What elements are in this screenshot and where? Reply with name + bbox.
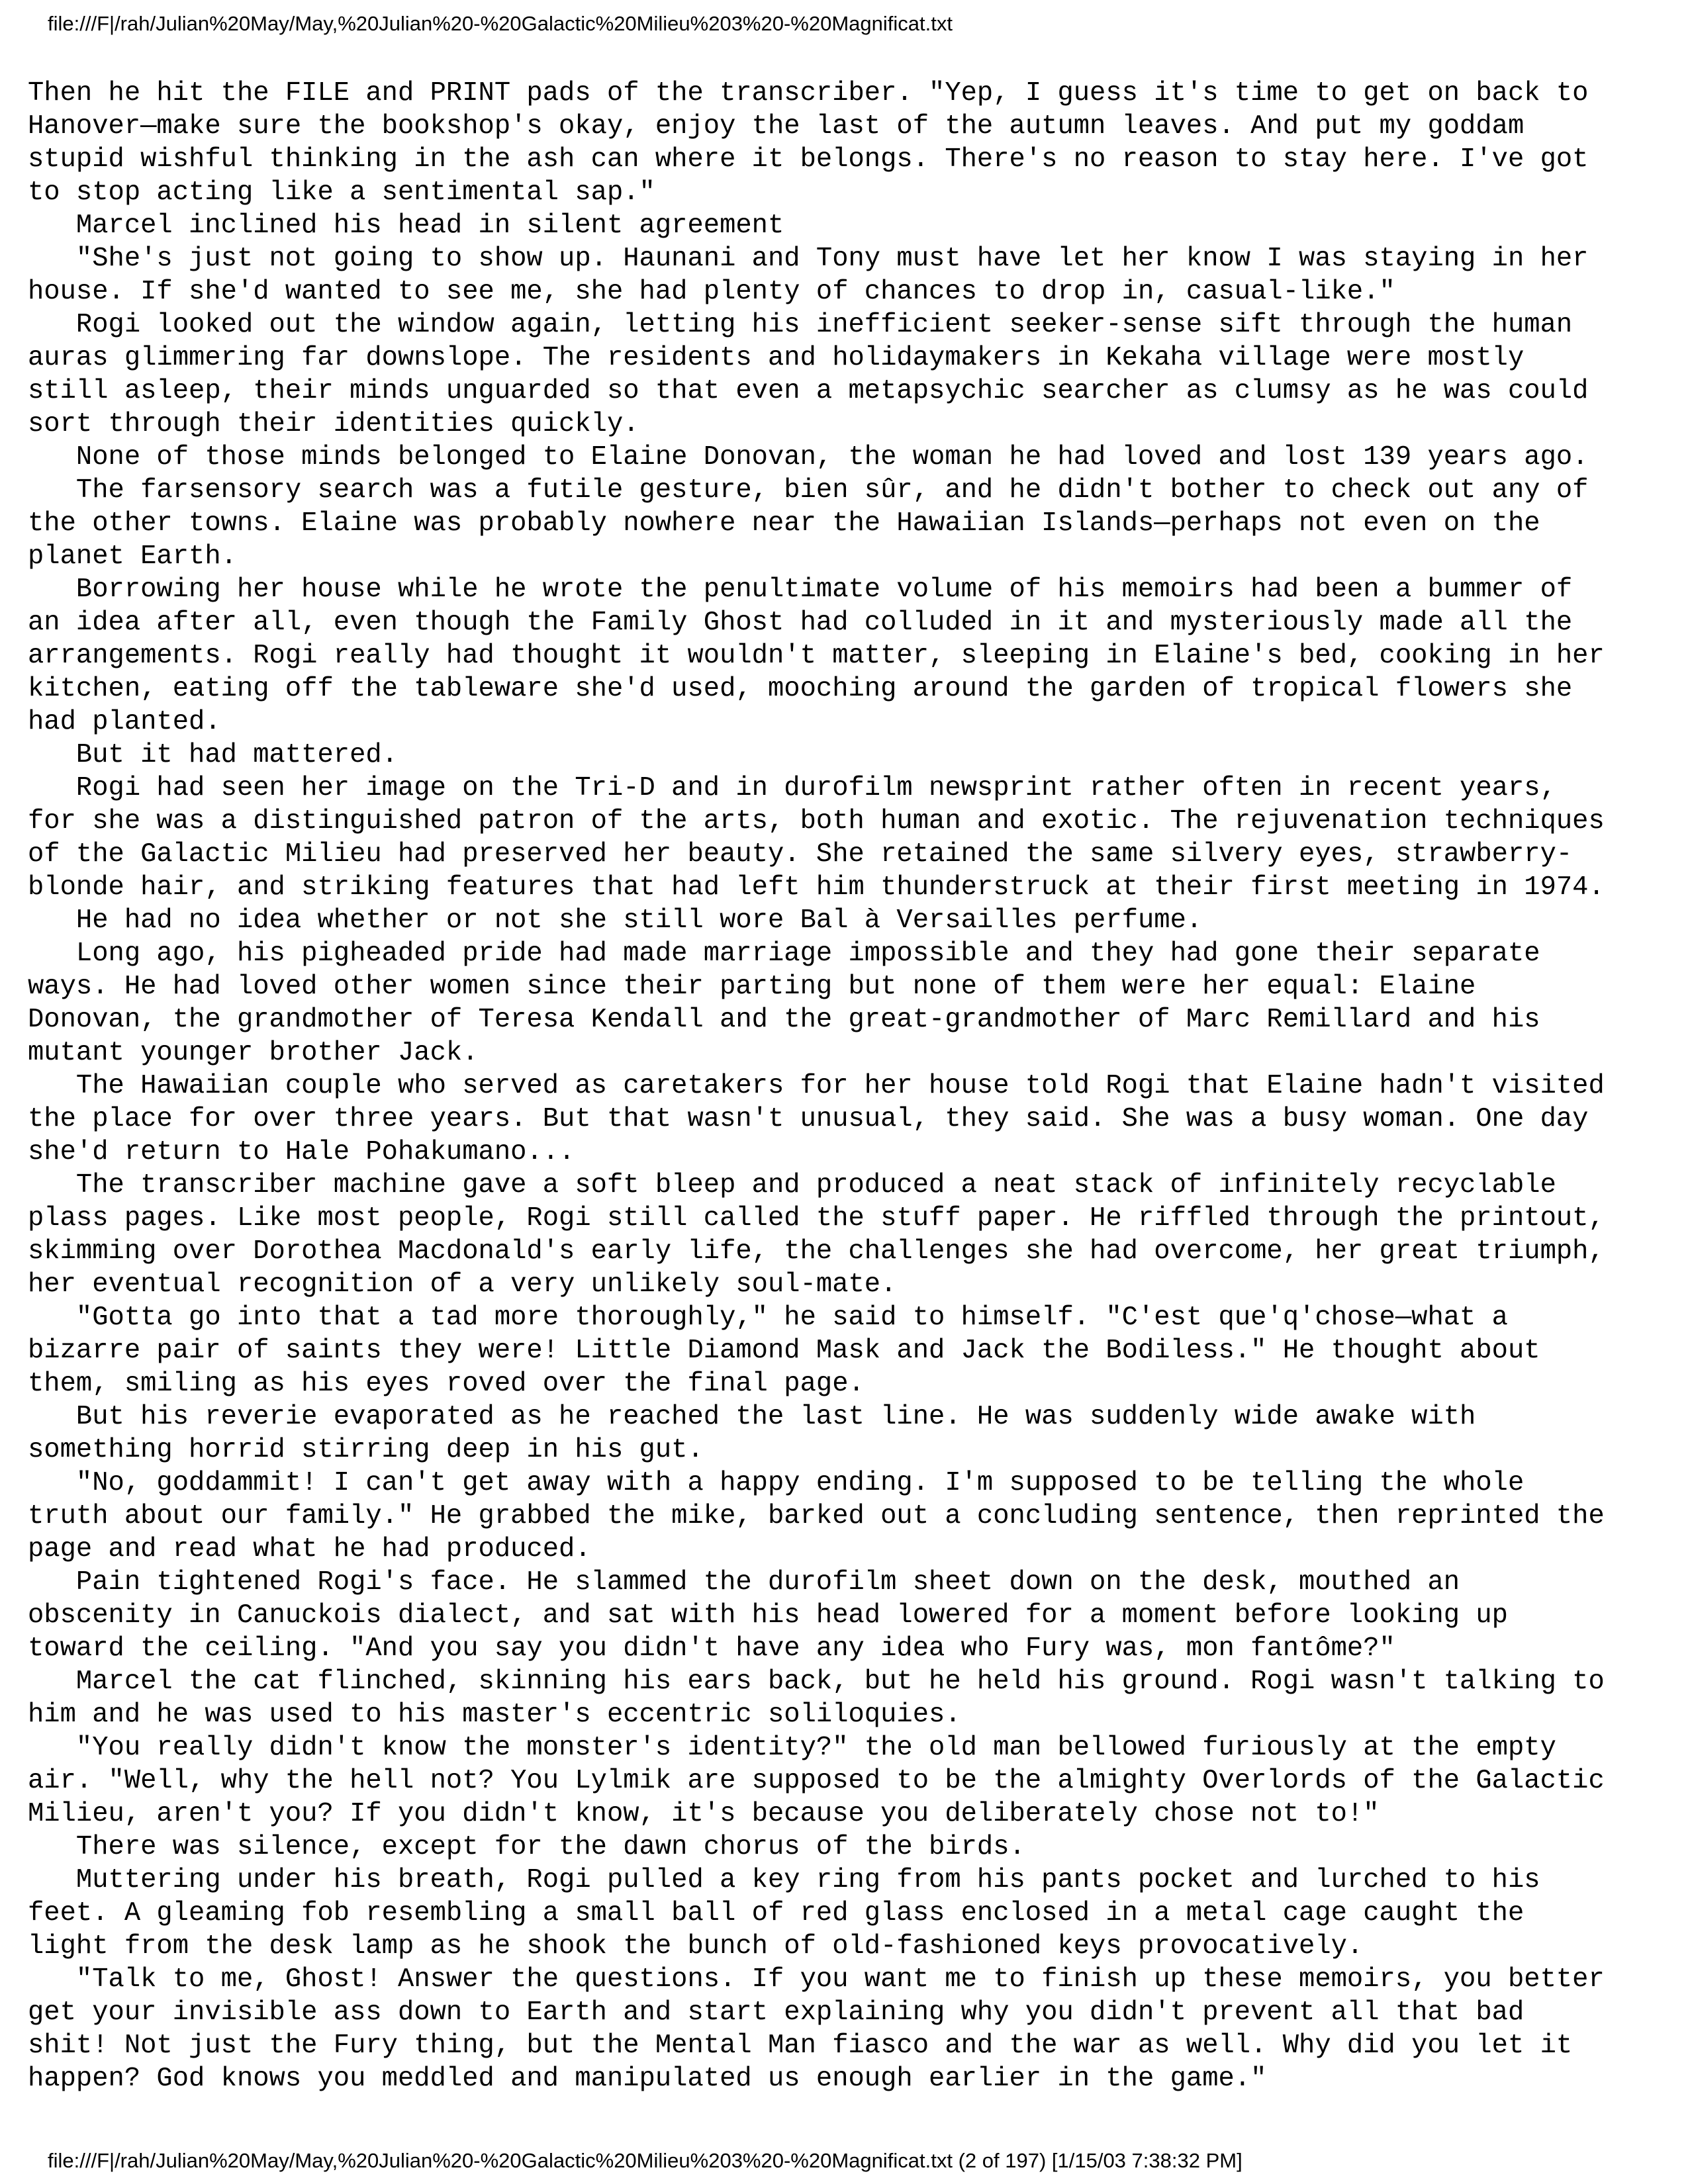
document-body xyxy=(28,77,1663,2095)
text-line: toward the ceiling. "And you say you didn't have any idea who Fury was, mon fantôme?" xyxy=(28,1633,1395,1664)
text-line: happen? God knows you meddled and manipulated us enough earlier in the game." xyxy=(28,2064,1267,2094)
text-line: get your invisible ass down to Earth and start explaining why you didn't prevent all that bad xyxy=(28,1997,1524,2028)
text-line: mutant younger brother Jack. xyxy=(28,1038,479,1068)
page-footer-info: file:///F|/rah/Julian%20May/May,%20Julian%20-%20Galactic%20Milieu%203%20-%20Magnificat.txt (2 of 197) [1/15/03 7:38:32 PM] xyxy=(48,2149,1243,2172)
text-line: to stop acting like a sentimental sap." xyxy=(28,177,655,208)
text-line: Muttering under his breath, Rogi pulled a key ring from his pants pocket and lurched to his xyxy=(28,1865,1540,1895)
text-line: Donovan, the grandmother of Teresa Kendall and the great-grandmother of Marc Remillard and his xyxy=(28,1005,1540,1035)
text-line: skimming over Dorothea Macdonald's early life, the challenges she had overcome, her great triumph, xyxy=(28,1236,1605,1267)
text-line: The Hawaiian couple who served as caretakers for her house told Rogi that Elaine hadn't visited xyxy=(28,1071,1605,1101)
text-line: her eventual recognition of a very unlikely soul-mate. xyxy=(28,1269,897,1300)
text-line: Marcel inclined his head in silent agreement xyxy=(28,210,784,241)
text-line: Pain tightened Rogi's face. He slammed the durofilm sheet down on the desk, mouthed an xyxy=(28,1567,1460,1598)
text-line: But his reverie evaporated as he reached the last line. He was suddenly wide awake with xyxy=(28,1402,1476,1432)
text-line: The farsensory search was a futile gesture, bien sûr, and he didn't bother to check out any of xyxy=(28,475,1589,506)
text-line: Then he hit the FILE and PRINT pads of the transcriber. "Yep, I guess it's time to get on back to xyxy=(28,78,1589,109)
text-line: "Gotta go into that a tad more thoroughly," he said to himself. "C'est que'q'chose—what a xyxy=(28,1302,1508,1333)
text-line: him and he was used to his master's eccentric soliloquies. xyxy=(28,1700,961,1730)
text-line: auras glimmering far downslope. The residents and holidaymakers in Kekaha village were mostly xyxy=(28,343,1524,373)
text-line: blonde hair, and striking features that had left him thunderstruck at their first meeting in 1974. xyxy=(28,872,1605,903)
page-header-path: file:///F|/rah/Julian%20May/May,%20Julian%20-%20Galactic%20Milieu%203%20-%20Magnificat.txt xyxy=(48,12,953,35)
text-line: stupid wishful thinking in the ash can where it belongs. There's no reason to stay here. I've got xyxy=(28,144,1589,175)
text-line: But it had mattered. xyxy=(28,740,398,770)
text-line: None of those minds belonged to Elaine Donovan, the woman he had loved and lost 139 years ago. xyxy=(28,442,1589,473)
text-line: light from the desk lamp as he shook the bunch of old-fashioned keys provocatively. xyxy=(28,1931,1364,1962)
text-line: bizarre pair of saints they were! Little Diamond Mask and Jack the Bodiless." He thought about xyxy=(28,1336,1540,1366)
text-line: arrangements. Rogi really had thought it wouldn't matter, sleeping in Elaine's bed, cooking in her xyxy=(28,641,1605,671)
text-line: had planted. xyxy=(28,707,221,737)
text-line: truth about our family." He grabbed the mike, barked out a concluding sentence, then reprinted the xyxy=(28,1501,1605,1531)
text-line: the place for over three years. But that wasn't unusual, they said. She was a busy woman. One day xyxy=(28,1104,1589,1134)
text-line: Borrowing her house while he wrote the penultimate volume of his memoirs had been a bummer of xyxy=(28,574,1573,605)
text-line: still asleep, their minds unguarded so that even a metapsychic searcher as clumsy as he was could xyxy=(28,376,1589,406)
text-line: "You really didn't know the monster's identity?" the old man bellowed furiously at the empty xyxy=(28,1733,1556,1763)
text-line: kitchen, eating off the tableware she'd used, mooching around the garden of tropical flowers she xyxy=(28,674,1573,704)
text-line: Rogi looked out the window again, letting his inefficient seeker-sense sift through the human xyxy=(28,310,1573,340)
text-line: she'd return to Hale Pohakumano... xyxy=(28,1137,575,1167)
text-line: sort through their identities quickly. xyxy=(28,409,639,439)
text-line: Long ago, his pigheaded pride had made marriage impossible and they had gone their separate xyxy=(28,938,1540,969)
text-line: air. "Well, why the hell not? You Lylmik are supposed to be the almighty Overlords of the Galactic xyxy=(28,1766,1605,1796)
text-line: "No, goddammit! I can't get away with a happy ending. I'm supposed to be telling the whole xyxy=(28,1468,1524,1498)
text-line: an idea after all, even though the Family Ghost had colluded in it and mysteriously made all the xyxy=(28,608,1573,638)
text-line: planet Earth. xyxy=(28,541,237,572)
text-line: There was silence, except for the dawn chorus of the birds. xyxy=(28,1832,1025,1862)
text-line: Rogi had seen her image on the Tri-D and in durofilm newsprint rather often in recent years, xyxy=(28,773,1556,803)
text-line: He had no idea whether or not she still wore Bal à Versailles perfume. xyxy=(28,905,1203,936)
text-line: the other towns. Elaine was probably nowhere near the Hawaiian Islands—perhaps not even on the xyxy=(28,508,1540,539)
text-line: them, smiling as his eyes roved over the final page. xyxy=(28,1369,865,1399)
text-line: Marcel the cat flinched, skinning his ears back, but he held his ground. Rogi wasn't talking to xyxy=(28,1666,1605,1697)
text-line: plass pages. Like most people, Rogi still called the stuff paper. He riffled through the printout, xyxy=(28,1203,1605,1234)
text-line: The transcriber machine gave a soft bleep and produced a neat stack of infinitely recyclable xyxy=(28,1170,1556,1201)
text-line: page and read what he had produced. xyxy=(28,1534,591,1565)
text-line: for she was a distinguished patron of the arts, both human and exotic. The rejuvenation techniques xyxy=(28,806,1605,837)
text-line: something horrid stirring deep in his gut. xyxy=(28,1435,704,1465)
text-line: shit! Not just the Fury thing, but the Mental Man fiasco and the war as well. Why did you let it xyxy=(28,2030,1573,2061)
text-line: ways. He had loved other women since their parting but none of them were her equal: Elaine xyxy=(28,972,1476,1002)
text-line: feet. A gleaming fob resembling a small ball of red glass enclosed in a metal cage caught the xyxy=(28,1898,1524,1929)
text-line: "Talk to me, Ghost! Answer the questions. If you want me to finish up these memoirs, you better xyxy=(28,1964,1605,1995)
text-line: Hanover—make sure the bookshop's okay, enjoy the last of the autumn leaves. And put my goddam xyxy=(28,111,1524,142)
text-line: house. If she'd wanted to see me, she had plenty of chances to drop in, casual-like." xyxy=(28,277,1395,307)
text-line: of the Galactic Milieu had preserved her beauty. She retained the same silvery eyes, strawberry- xyxy=(28,839,1573,870)
text-line: obscenity in Canuckois dialect, and sat with his head lowered for a moment before looking up xyxy=(28,1600,1508,1631)
text-line: "She's just not going to show up. Haunani and Tony must have let her know I was staying in her xyxy=(28,244,1589,274)
text-line: Milieu, aren't you? If you didn't know, it's because you deliberately chose not to!" xyxy=(28,1799,1380,1829)
